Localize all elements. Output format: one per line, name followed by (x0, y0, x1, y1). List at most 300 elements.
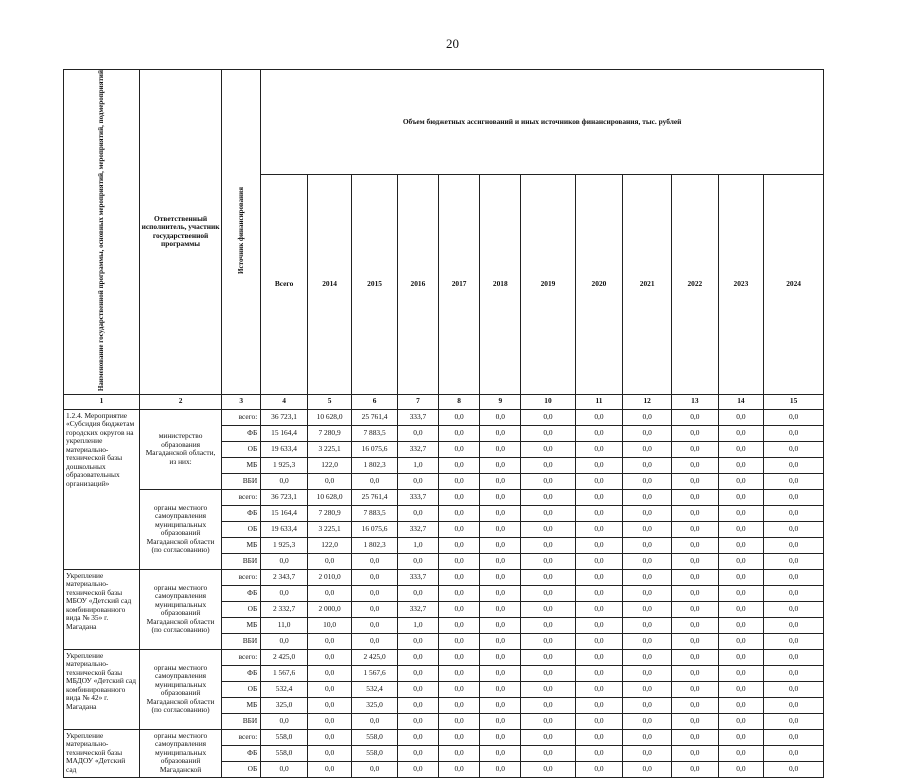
value-cell: 25 761,4 (352, 409, 398, 425)
value-cell: 0,0 (672, 441, 719, 457)
source-cell: всего: (222, 729, 261, 745)
value-cell: 10 628,0 (307, 409, 351, 425)
value-cell: 0,0 (307, 681, 351, 697)
header-year: 2014 (307, 174, 351, 394)
value-cell: 0,0 (480, 745, 521, 761)
value-cell: 0,0 (672, 729, 719, 745)
value-cell: 2 000,0 (307, 601, 351, 617)
value-cell: 0,0 (397, 697, 438, 713)
value-cell: 0,0 (672, 681, 719, 697)
column-number: 4 (261, 394, 308, 409)
column-number: 6 (352, 394, 398, 409)
value-cell: 0,0 (764, 473, 824, 489)
value-cell: 0,0 (352, 601, 398, 617)
value-cell: 0,0 (623, 713, 672, 729)
value-cell: 36 723,1 (261, 489, 308, 505)
value-cell: 0,0 (575, 505, 623, 521)
column-number: 10 (521, 394, 575, 409)
value-cell: 0,0 (261, 761, 308, 777)
value-cell: 0,0 (352, 617, 398, 633)
column-number: 7 (397, 394, 438, 409)
value-cell: 0,0 (623, 601, 672, 617)
value-cell: 0,0 (764, 489, 824, 505)
value-cell: 122,0 (307, 457, 351, 473)
value-cell: 0,0 (672, 569, 719, 585)
value-cell: 1 925,3 (261, 457, 308, 473)
column-number: 3 (222, 394, 261, 409)
value-cell: 0,0 (397, 425, 438, 441)
value-cell: 0,0 (575, 697, 623, 713)
header-year: 2016 (397, 174, 438, 394)
source-cell: МБ (222, 537, 261, 553)
value-cell: 0,0 (623, 505, 672, 521)
value-cell: 0,0 (623, 553, 672, 569)
value-cell: 0,0 (352, 761, 398, 777)
value-cell: 0,0 (764, 409, 824, 425)
header-year: 2023 (718, 174, 764, 394)
source-cell: ФБ (222, 505, 261, 521)
value-cell: 0,0 (307, 649, 351, 665)
column-number: 11 (575, 394, 623, 409)
value-cell: 0,0 (261, 713, 308, 729)
value-cell: 0,0 (575, 537, 623, 553)
value-cell: 0,0 (480, 665, 521, 681)
value-cell: 1 567,6 (352, 665, 398, 681)
value-cell: 0,0 (439, 665, 480, 681)
source-cell: ВБИ (222, 473, 261, 489)
source-cell: ФБ (222, 745, 261, 761)
value-cell: 0,0 (764, 617, 824, 633)
value-cell: 0,0 (521, 441, 575, 457)
value-cell: 0,0 (672, 761, 719, 777)
column-number: 15 (764, 394, 824, 409)
source-cell: всего: (222, 649, 261, 665)
value-cell: 10 628,0 (307, 489, 351, 505)
value-cell: 0,0 (521, 617, 575, 633)
value-cell: 2 425,0 (352, 649, 398, 665)
header-year: 2018 (480, 174, 521, 394)
value-cell: 0,0 (764, 553, 824, 569)
table-row (64, 489, 824, 505)
source-cell: всего: (222, 409, 261, 425)
responsible-cell: органы местного самоуправления муниципальных образований Магаданской области (по согласованию) (139, 569, 221, 649)
value-cell: 0,0 (764, 457, 824, 473)
source-cell: ОБ (222, 681, 261, 697)
value-cell: 0,0 (521, 489, 575, 505)
column-number: 13 (672, 394, 719, 409)
value-cell: 0,0 (439, 585, 480, 601)
value-cell: 0,0 (718, 457, 764, 473)
value-cell: 333,7 (397, 409, 438, 425)
value-cell: 16 075,6 (352, 441, 398, 457)
value-cell: 0,0 (439, 649, 480, 665)
value-cell: 0,0 (623, 649, 672, 665)
value-cell: 0,0 (397, 585, 438, 601)
value-cell: 0,0 (352, 713, 398, 729)
value-cell: 122,0 (307, 537, 351, 553)
value-cell: 0,0 (623, 761, 672, 777)
value-cell: 532,4 (261, 681, 308, 697)
header-source: Источник финансирования (222, 70, 261, 395)
page-number: 20 (446, 36, 459, 51)
value-cell: 0,0 (575, 649, 623, 665)
value-cell: 0,0 (764, 681, 824, 697)
value-cell: 0,0 (575, 713, 623, 729)
value-cell: 332,7 (397, 441, 438, 457)
value-cell: 0,0 (764, 441, 824, 457)
value-cell: 1,0 (397, 537, 438, 553)
value-cell: 0,0 (764, 425, 824, 441)
value-cell: 0,0 (521, 505, 575, 521)
value-cell: 0,0 (672, 505, 719, 521)
value-cell: 0,0 (672, 537, 719, 553)
value-cell: 0,0 (521, 761, 575, 777)
value-cell: 7 883,5 (352, 505, 398, 521)
value-cell: 0,0 (480, 633, 521, 649)
value-cell: 0,0 (575, 457, 623, 473)
value-cell: 19 633,4 (261, 521, 308, 537)
column-number: 9 (480, 394, 521, 409)
value-cell: 0,0 (480, 457, 521, 473)
value-cell: 0,0 (718, 505, 764, 521)
value-cell: 0,0 (718, 537, 764, 553)
value-cell: 0,0 (623, 537, 672, 553)
value-cell: 0,0 (764, 713, 824, 729)
value-cell: 0,0 (718, 489, 764, 505)
value-cell: 3 225,1 (307, 521, 351, 537)
value-cell: 333,7 (397, 489, 438, 505)
source-cell: ВБИ (222, 713, 261, 729)
value-cell: 0,0 (718, 745, 764, 761)
value-cell: 0,0 (307, 729, 351, 745)
value-cell: 1 802,3 (352, 537, 398, 553)
value-cell: 0,0 (623, 457, 672, 473)
value-cell: 7 280,9 (307, 505, 351, 521)
header-year: 2022 (672, 174, 719, 394)
value-cell: 0,0 (397, 713, 438, 729)
value-cell: 0,0 (672, 601, 719, 617)
value-cell: 0,0 (439, 489, 480, 505)
value-cell: 0,0 (718, 425, 764, 441)
column-number: 1 (64, 394, 140, 409)
value-cell: 2 425,0 (261, 649, 308, 665)
header-responsible: Ответственный исполнитель, участник государственной программы (139, 70, 221, 395)
value-cell: 0,0 (480, 697, 521, 713)
value-cell: 0,0 (521, 425, 575, 441)
value-cell: 0,0 (521, 633, 575, 649)
value-cell: 0,0 (718, 633, 764, 649)
value-cell: 0,0 (307, 697, 351, 713)
value-cell: 0,0 (439, 633, 480, 649)
value-cell: 0,0 (352, 569, 398, 585)
value-cell: 0,0 (480, 729, 521, 745)
value-cell: 0,0 (672, 649, 719, 665)
value-cell: 0,0 (521, 457, 575, 473)
value-cell: 0,0 (521, 473, 575, 489)
value-cell: 0,0 (672, 457, 719, 473)
value-cell: 0,0 (718, 617, 764, 633)
source-cell: ОБ (222, 761, 261, 777)
table-row (64, 569, 824, 585)
table-row (64, 649, 824, 665)
column-number: 5 (307, 394, 351, 409)
value-cell: 0,0 (623, 729, 672, 745)
program-name-cell: 1.2.4. Мероприятие «Субсидия бюджетам городских округов на укрепление материально-технической базы дошкольных образовательных организаций» (64, 409, 140, 569)
value-cell: 0,0 (439, 409, 480, 425)
value-cell: 0,0 (718, 409, 764, 425)
program-name-cell: Укрепление материально-технической базы МАДОУ «Детский сад (64, 729, 140, 777)
value-cell: 0,0 (521, 745, 575, 761)
value-cell: 0,0 (623, 409, 672, 425)
value-cell: 558,0 (261, 745, 308, 761)
value-cell: 0,0 (397, 761, 438, 777)
column-number: 2 (139, 394, 221, 409)
value-cell: 0,0 (575, 729, 623, 745)
value-cell: 0,0 (623, 569, 672, 585)
source-cell: ОБ (222, 601, 261, 617)
header-year: 2019 (521, 174, 575, 394)
value-cell: 0,0 (623, 521, 672, 537)
value-cell: 0,0 (764, 729, 824, 745)
value-cell: 0,0 (521, 697, 575, 713)
value-cell: 0,0 (672, 713, 719, 729)
value-cell: 0,0 (480, 489, 521, 505)
value-cell: 558,0 (352, 745, 398, 761)
value-cell: 0,0 (521, 569, 575, 585)
value-cell: 0,0 (672, 409, 719, 425)
value-cell: 1 567,6 (261, 665, 308, 681)
value-cell: 0,0 (480, 601, 521, 617)
value-cell: 0,0 (718, 441, 764, 457)
value-cell: 0,0 (521, 521, 575, 537)
value-cell: 0,0 (352, 473, 398, 489)
value-cell: 0,0 (439, 473, 480, 489)
source-cell: ФБ (222, 425, 261, 441)
value-cell: 0,0 (439, 681, 480, 697)
value-cell: 0,0 (672, 697, 719, 713)
value-cell: 0,0 (480, 521, 521, 537)
value-cell: 0,0 (718, 553, 764, 569)
value-cell: 0,0 (718, 473, 764, 489)
value-cell: 0,0 (575, 601, 623, 617)
value-cell: 0,0 (764, 601, 824, 617)
value-cell: 0,0 (352, 633, 398, 649)
source-cell: всего: (222, 489, 261, 505)
table-row (64, 729, 824, 745)
program-name-cell: Укрепление материально-технической базы МБДОУ «Детский сад комбинированного вида № 42» г. Магадана (64, 649, 140, 729)
value-cell: 0,0 (764, 537, 824, 553)
source-cell: МБ (222, 697, 261, 713)
value-cell: 0,0 (718, 761, 764, 777)
column-number: 12 (623, 394, 672, 409)
source-cell: ОБ (222, 521, 261, 537)
value-cell: 0,0 (718, 649, 764, 665)
value-cell: 0,0 (521, 601, 575, 617)
value-cell: 0,0 (439, 617, 480, 633)
table-row (64, 409, 824, 425)
value-cell: 0,0 (439, 521, 480, 537)
value-cell: 0,0 (261, 585, 308, 601)
value-cell: 0,0 (397, 745, 438, 761)
value-cell: 0,0 (672, 489, 719, 505)
header-year: 2021 (623, 174, 672, 394)
value-cell: 0,0 (718, 665, 764, 681)
responsible-cell: органы местного самоуправления муниципальных образований Магаданской области (по согласованию) (139, 489, 221, 569)
value-cell: 0,0 (439, 425, 480, 441)
value-cell: 0,0 (521, 409, 575, 425)
value-cell: 0,0 (307, 553, 351, 569)
funding-table (63, 69, 824, 778)
source-cell: МБ (222, 457, 261, 473)
value-cell: 0,0 (397, 553, 438, 569)
value-cell: 0,0 (575, 409, 623, 425)
value-cell: 0,0 (521, 681, 575, 697)
value-cell: 0,0 (718, 585, 764, 601)
value-cell: 7 883,5 (352, 425, 398, 441)
value-cell: 16 075,6 (352, 521, 398, 537)
value-cell: 0,0 (575, 521, 623, 537)
source-cell: ВБИ (222, 633, 261, 649)
responsible-cell: органы местного самоуправления муниципальных образований Магаданской (139, 729, 221, 777)
value-cell: 0,0 (623, 617, 672, 633)
value-cell: 0,0 (575, 761, 623, 777)
value-cell: 15 164,4 (261, 505, 308, 521)
value-cell: 0,0 (480, 649, 521, 665)
source-cell: всего: (222, 569, 261, 585)
table-body (64, 409, 824, 777)
value-cell: 0,0 (623, 681, 672, 697)
value-cell: 0,0 (307, 473, 351, 489)
value-cell: 0,0 (672, 553, 719, 569)
value-cell: 0,0 (575, 585, 623, 601)
value-cell: 0,0 (307, 745, 351, 761)
value-cell: 0,0 (575, 665, 623, 681)
responsible-cell: органы местного самоуправления муниципальных образований Магаданской области (по согласованию) (139, 649, 221, 729)
value-cell: 0,0 (575, 553, 623, 569)
value-cell: 0,0 (764, 649, 824, 665)
value-cell: 1 925,3 (261, 537, 308, 553)
value-cell: 0,0 (521, 713, 575, 729)
value-cell: 0,0 (397, 473, 438, 489)
value-cell: 0,0 (623, 665, 672, 681)
header-year: 2017 (439, 174, 480, 394)
value-cell: 0,0 (439, 457, 480, 473)
value-cell: 0,0 (718, 601, 764, 617)
value-cell: 0,0 (480, 553, 521, 569)
source-cell: МБ (222, 617, 261, 633)
value-cell: 0,0 (575, 425, 623, 441)
value-cell: 0,0 (480, 585, 521, 601)
value-cell: 0,0 (623, 633, 672, 649)
value-cell: 0,0 (575, 681, 623, 697)
value-cell: 0,0 (672, 585, 719, 601)
header-funding: Объем бюджетных ассигнований и иных источников финансирования, тыс. рублей (261, 70, 824, 175)
program-name-cell: Укрепление материально-технической базы МБОУ «Детский сад комбинированного вида № 35» г. Магадана (64, 569, 140, 649)
value-cell: 0,0 (764, 745, 824, 761)
value-cell: 0,0 (623, 697, 672, 713)
value-cell: 0,0 (261, 473, 308, 489)
value-cell: 0,0 (307, 665, 351, 681)
value-cell: 0,0 (672, 665, 719, 681)
value-cell: 2 343,7 (261, 569, 308, 585)
value-cell: 1,0 (397, 457, 438, 473)
source-cell: ФБ (222, 585, 261, 601)
value-cell: 0,0 (764, 665, 824, 681)
value-cell: 0,0 (672, 425, 719, 441)
value-cell: 0,0 (439, 745, 480, 761)
value-cell: 0,0 (672, 473, 719, 489)
source-cell: ОБ (222, 441, 261, 457)
value-cell: 0,0 (575, 617, 623, 633)
value-cell: 2 332,7 (261, 601, 308, 617)
value-cell: 10,0 (307, 617, 351, 633)
value-cell: 325,0 (261, 697, 308, 713)
value-cell: 0,0 (480, 441, 521, 457)
column-number: 8 (439, 394, 480, 409)
value-cell: 0,0 (521, 729, 575, 745)
value-cell: 0,0 (439, 441, 480, 457)
responsible-cell: министерство образования Магаданской области, из них: (139, 409, 221, 489)
value-cell: 0,0 (718, 681, 764, 697)
header-year: 2020 (575, 174, 623, 394)
value-cell: 0,0 (480, 473, 521, 489)
value-cell: 332,7 (397, 521, 438, 537)
value-cell: 0,0 (397, 505, 438, 521)
value-cell: 0,0 (623, 489, 672, 505)
value-cell: 0,0 (480, 617, 521, 633)
value-cell: 0,0 (439, 537, 480, 553)
value-cell: 0,0 (521, 537, 575, 553)
value-cell: 0,0 (521, 649, 575, 665)
value-cell: 0,0 (439, 713, 480, 729)
value-cell: 0,0 (764, 521, 824, 537)
value-cell: 0,0 (480, 537, 521, 553)
value-cell: 0,0 (575, 569, 623, 585)
value-cell: 7 280,9 (307, 425, 351, 441)
value-cell: 0,0 (575, 473, 623, 489)
value-cell: 1,0 (397, 617, 438, 633)
value-cell: 0,0 (480, 713, 521, 729)
value-cell: 0,0 (521, 665, 575, 681)
value-cell: 0,0 (718, 713, 764, 729)
value-cell: 0,0 (480, 569, 521, 585)
value-cell: 0,0 (764, 697, 824, 713)
value-cell: 0,0 (718, 697, 764, 713)
value-cell: 0,0 (764, 585, 824, 601)
value-cell: 0,0 (672, 521, 719, 537)
value-cell: 0,0 (718, 729, 764, 745)
value-cell: 19 633,4 (261, 441, 308, 457)
value-cell: 0,0 (397, 649, 438, 665)
value-cell: 0,0 (439, 761, 480, 777)
value-cell: 0,0 (575, 745, 623, 761)
value-cell: 0,0 (439, 697, 480, 713)
value-cell: 332,7 (397, 601, 438, 617)
value-cell: 0,0 (623, 745, 672, 761)
value-cell: 0,0 (261, 553, 308, 569)
value-cell: 0,0 (307, 713, 351, 729)
value-cell: 0,0 (397, 729, 438, 745)
value-cell: 0,0 (672, 745, 719, 761)
value-cell: 2 010,0 (307, 569, 351, 585)
value-cell: 0,0 (352, 553, 398, 569)
value-cell: 0,0 (352, 585, 398, 601)
value-cell: 3 225,1 (307, 441, 351, 457)
value-cell: 0,0 (439, 569, 480, 585)
value-cell: 0,0 (439, 505, 480, 521)
value-cell: 0,0 (439, 601, 480, 617)
value-cell: 0,0 (397, 665, 438, 681)
